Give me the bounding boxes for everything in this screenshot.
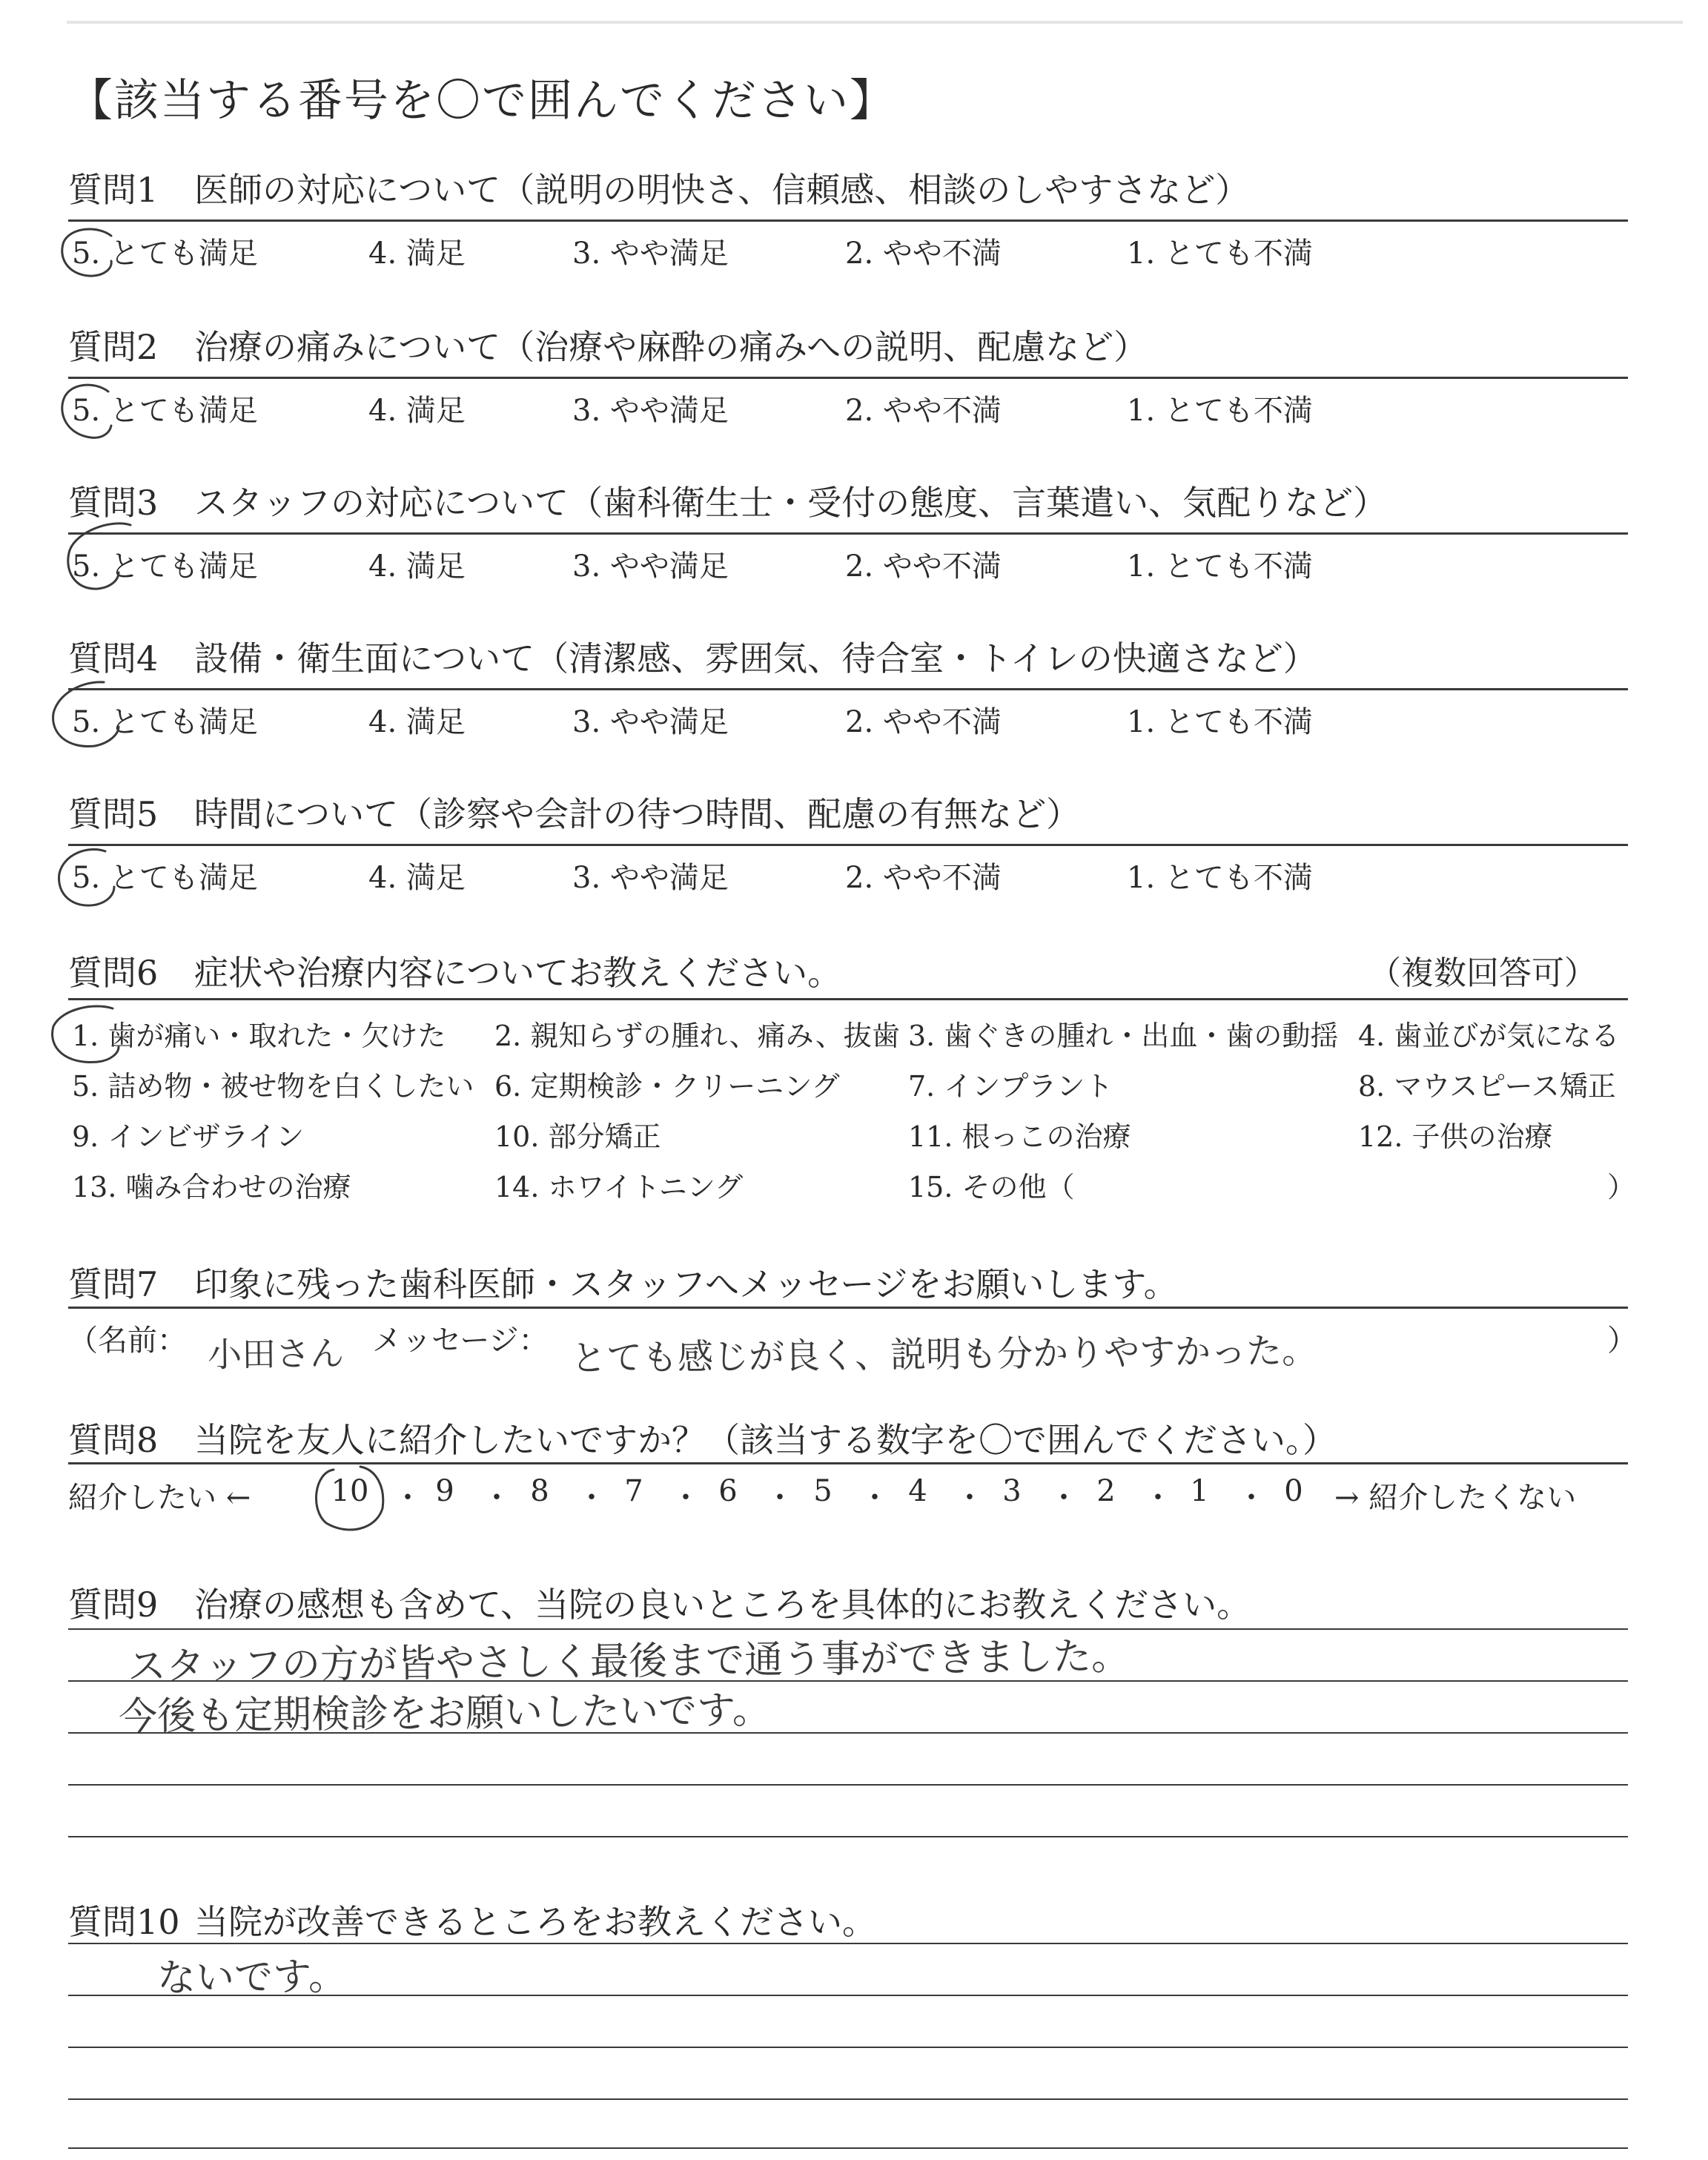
question-8 [68, 1413, 1337, 1462]
q4-option-1[interactable]: 1. とても不満 [1127, 705, 1313, 739]
question-rule [68, 688, 1628, 690]
question-text: 症状や治療内容についてお教えください。 [194, 953, 842, 993]
question-number: 質問9 [68, 1585, 159, 1625]
scale-2[interactable]: 2 [1096, 1474, 1116, 1508]
q1-option-1[interactable]: 1. とても不満 [1127, 237, 1313, 271]
answer-line [68, 2098, 1628, 2100]
message-label: メッセージ： [372, 1324, 549, 1358]
q2-option-1[interactable]: 1. とても不満 [1127, 394, 1313, 428]
question-rule [68, 1307, 1628, 1309]
question-number: 質問7 [68, 1264, 159, 1304]
q6-option-12[interactable]: 12. 子供の治療 [1358, 1120, 1553, 1153]
question-text: 当院を友人に紹介したいですか？（該当する数字を〇で囲んでください。） [194, 1420, 1337, 1460]
scale-6[interactable]: 6 [718, 1474, 738, 1508]
q6-option-1[interactable]: 1. 歯が痛い・取れた・欠けた [72, 1020, 446, 1052]
message-close-paren: ） [1607, 1324, 1637, 1358]
q1-option-2[interactable]: 2. やや不満 [845, 237, 1002, 271]
q6-option-4[interactable]: 4. 歯並びが気になる [1358, 1020, 1620, 1052]
question-text: 医師の対応について（説明の明快さ、信頼感、相談のしやすさなど） [194, 170, 1250, 210]
name-label: （名前： [68, 1324, 187, 1358]
answer-line [68, 1784, 1628, 1786]
q6-option-7[interactable]: 7. インプラント [908, 1070, 1113, 1103]
question-rule [68, 219, 1628, 222]
q6-option-8[interactable]: 8. マウスピース矯正 [1358, 1070, 1616, 1103]
q6-option-2[interactable]: 2. 親知らずの腫れ、痛み、抜歯 [494, 1020, 900, 1052]
answer-line [68, 2047, 1628, 2048]
question-1 [68, 163, 1249, 212]
q5-option-3[interactable]: 3. やや満足 [572, 861, 729, 895]
q3-option-4[interactable]: 4. 満足 [368, 549, 466, 584]
instructions-heading: 【該当する番号を〇で囲んでください】 [68, 75, 896, 127]
question-rule [68, 998, 1628, 1000]
scale-separator: ・ [577, 1481, 606, 1515]
scale-10[interactable]: 10 [331, 1474, 369, 1508]
scale-4[interactable]: 4 [908, 1474, 927, 1508]
recommend-left-label: 紹介したい ← [68, 1481, 251, 1515]
scale-3[interactable]: 3 [1002, 1474, 1022, 1508]
q2-option-2[interactable]: 2. やや不満 [845, 394, 1002, 428]
question-number: 質問3 [68, 483, 159, 523]
question-4 [68, 632, 1317, 681]
q2-option-5[interactable]: 5. とても満足 [72, 394, 258, 428]
q6-option-15[interactable]: 15. その他（ [908, 1171, 1075, 1203]
question-7 [68, 1258, 1178, 1307]
q4-option-2[interactable]: 2. やや不満 [845, 705, 1002, 739]
scale-9[interactable]: 9 [435, 1474, 454, 1508]
q6-option-6[interactable]: 6. 定期検診・クリーニング [494, 1070, 840, 1103]
answer-line [68, 1943, 1628, 1944]
scale-separator: ・ [671, 1481, 701, 1515]
q6-option-9[interactable]: 9. インビザライン [72, 1120, 305, 1153]
scale-7[interactable]: 7 [624, 1474, 643, 1508]
multiple-answers-note: （複数回答可） [1368, 954, 1597, 992]
q6-other-close-paren: ） [1607, 1171, 1636, 1203]
question-number: 質問5 [68, 794, 159, 834]
question-number: 質問1 [68, 170, 159, 210]
page-top-edge [67, 21, 1683, 24]
q6-option-13[interactable]: 13. 噛み合わせの治療 [72, 1171, 351, 1203]
q3-option-2[interactable]: 2. やや不満 [845, 549, 1002, 584]
question-rule [68, 532, 1628, 535]
scale-1[interactable]: 1 [1190, 1474, 1209, 1508]
question-rule [68, 1462, 1628, 1464]
scale-separator: ・ [393, 1481, 423, 1515]
q4-option-4[interactable]: 4. 満足 [368, 705, 466, 739]
question-6 [68, 946, 841, 995]
scale-5[interactable]: 5 [813, 1474, 833, 1508]
q10-answer-line-1: ないです。 [156, 1954, 348, 2001]
q6-option-10[interactable]: 10. 部分矯正 [494, 1120, 661, 1153]
question-3 [68, 476, 1387, 525]
question-number: 質問10 [68, 1902, 180, 1942]
q6-option-3[interactable]: 3. 歯ぐきの腫れ・出血・歯の動揺 [908, 1020, 1339, 1052]
q1-option-4[interactable]: 4. 満足 [368, 237, 466, 271]
q9-answer-line-1: スタッフの方が皆やさしく最後まで通う事ができました。 [127, 1634, 1131, 1690]
scale-8[interactable]: 8 [530, 1474, 549, 1508]
question-text: 治療の感想も含めて、当院の良いところを具体的にお教えください。 [194, 1585, 1251, 1625]
q5-option-1[interactable]: 1. とても不満 [1127, 861, 1313, 895]
question-rule [68, 844, 1628, 846]
q6-option-5[interactable]: 5. 詰め物・被せ物を白くしたい [72, 1070, 474, 1103]
q2-option-3[interactable]: 3. やや満足 [572, 394, 729, 428]
question-rule [68, 377, 1628, 379]
scale-separator: ・ [1143, 1481, 1173, 1515]
question-5 [68, 787, 1080, 836]
answer-line [68, 2147, 1628, 2149]
scale-separator: ・ [1049, 1481, 1079, 1515]
q3-option-3[interactable]: 3. やや満足 [572, 549, 729, 584]
question-number: 質問4 [68, 638, 159, 678]
scale-separator: ・ [1237, 1481, 1266, 1515]
q9-answer-line-2: 今後も定期検診をお願いしたいです。 [118, 1688, 772, 1740]
q5-option-2[interactable]: 2. やや不満 [845, 861, 1002, 895]
q4-option-5[interactable]: 5. とても満足 [72, 705, 258, 739]
question-number: 質問8 [68, 1420, 159, 1460]
q4-option-3[interactable]: 3. やや満足 [572, 705, 729, 739]
scale-separator: ・ [765, 1481, 795, 1515]
q5-option-5[interactable]: 5. とても満足 [72, 861, 258, 895]
question-text: 当院が改善できるところをお教えください。 [194, 1902, 876, 1942]
recommend-right-label: → 紹介したくない [1334, 1481, 1577, 1515]
q1-option-5[interactable]: 5. とても満足 [72, 237, 258, 271]
question-number: 質問2 [68, 327, 159, 367]
question-10 [68, 1895, 876, 1944]
message-handwritten: とても感じが良く、説明も分かりやすかった。 [570, 1330, 1318, 1380]
scale-separator: ・ [955, 1481, 984, 1515]
q6-option-11[interactable]: 11. 根っこの治療 [908, 1120, 1131, 1153]
q1-option-3[interactable]: 3. やや満足 [572, 237, 729, 271]
question-text: 治療の痛みについて（治療や麻酔の痛みへの説明、配慮など） [194, 327, 1148, 367]
question-text: 設備・衛生面について（清潔感、雰囲気、待合室・トイレの快適さなど） [194, 638, 1317, 678]
q6-option-14[interactable]: 14. ホワイトニング [494, 1171, 744, 1203]
q3-option-5[interactable]: 5. とても満足 [72, 549, 258, 584]
question-2 [68, 320, 1148, 369]
scale-separator: ・ [482, 1481, 512, 1515]
question-text: 時間について（診察や会計の待つ時間、配慮の有無など） [194, 794, 1081, 834]
question-9 [68, 1578, 1251, 1627]
q5-option-4[interactable]: 4. 満足 [368, 861, 466, 895]
question-text: スタッフの対応について（歯科衛生士・受付の態度、言葉遣い、気配りなど） [194, 483, 1388, 523]
q3-option-1[interactable]: 1. とても不満 [1127, 549, 1313, 584]
question-number: 質問6 [68, 953, 159, 993]
scale-0[interactable]: 0 [1284, 1474, 1303, 1508]
scale-separator: ・ [860, 1481, 890, 1515]
q2-option-4[interactable]: 4. 満足 [368, 394, 466, 428]
name-handwritten: 小田さん [207, 1333, 345, 1375]
answer-line [68, 1836, 1628, 1837]
question-text: 印象に残った歯科医師・スタッフへメッセージをお願いします。 [194, 1264, 1178, 1304]
